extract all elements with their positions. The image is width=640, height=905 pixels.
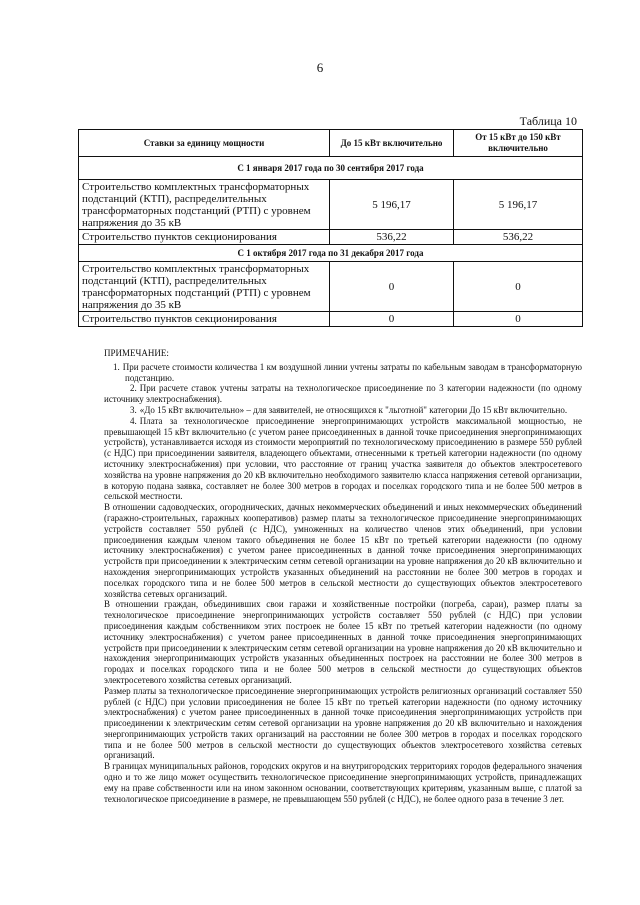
value-cell: 0	[454, 262, 583, 312]
notes-heading: ПРИМЕЧАНИЕ:	[104, 348, 169, 358]
note-text: Плата за технологическое присоединение энергопринимающих устройств максимальной мощностью, не превышающей 15 кВт включительно (с учетом ранее присоединенных в данной точке присоединения энергопринимающих устройств), устанавливается исходя из стоимости мероприятий по технологическому присоединению в размере 550 рублей (с НДС) при присоединении заявителя, владеющего объектами, отнесенными к третьей категории надежности (по одному источнику электроснабжения) при условии, что расстояние от границ участка заявителя до объектов электросетевого хозяйства на уровне напряжения до 20 кВ включительно необходимого заявителю класса напряжения сетевой организации, в которую подана заявка, составляет не более 300 метров в городах и поселках городского типа и не более 500 метров в сельской местности.	[104, 415, 582, 502]
service-cell: Строительство пунктов секционирования	[79, 312, 330, 327]
note-paragraph-boundaries: В границах муниципальных районов, городских округов и на внутригородских территориях городов федерального значения одно и то же лицо может осуществить технологическое присоединение энергопринимающих устройств, принадлежащих ему на праве собственности или на ином законном основании, соответствующих критериям, указанным выше, с платой за технологическое присоединение в размере, не превышающем 550 рублей (с НДС), не более одного раза в течение 3 лет.	[104, 761, 582, 804]
rates-table	[78, 129, 583, 327]
table-row	[79, 312, 583, 327]
service-cell: Строительство комплектных трансформаторных подстанций (КТП), распределительных трансформаторных подстанций (РТП) с уровнем напряжения до 35 кВ	[79, 262, 330, 312]
note-4	[104, 416, 582, 502]
notes-section	[104, 348, 582, 804]
note-2	[104, 383, 582, 405]
service-cell: Строительство комплектных трансформаторных подстанций (КТП), распределительных трансформаторных подстанций (РТП) с уровнем напряжения до 35 кВ	[79, 180, 330, 230]
note-1	[104, 362, 582, 384]
header-rate: Ставки за единицу мощности	[79, 130, 330, 157]
header-15-to-150kw: От 15 кВт до 150 кВт включительно	[454, 130, 583, 157]
note-number: 4.	[130, 415, 137, 426]
header-up-to-15kw: До 15 кВт включительно	[330, 130, 454, 157]
period-row	[79, 245, 583, 262]
value-cell: 5 196,17	[330, 180, 454, 230]
note-number: 1.	[113, 361, 120, 372]
value-cell: 0	[454, 312, 583, 327]
note-number: 2.	[130, 383, 137, 394]
table-row	[79, 262, 583, 312]
table-header-row	[79, 130, 583, 157]
table-row	[79, 180, 583, 230]
value-cell: 0	[330, 262, 454, 312]
value-cell: 536,22	[330, 230, 454, 245]
service-cell: Строительство пунктов секционирования	[79, 230, 330, 245]
note-paragraph-gardening: В отношении садоводческих, огороднических, дачных некоммерческих объединений и иных некоммерческих объединений (гаражно-строительных, гаражных кооперативов) размер платы за технологическое присоединение энергопринимающих устройств составляет 550 рублей (с НДС), умноженных на количество членов этих объединений, при условии присоединения каждым членом такого объединения не более 15 кВт по третьей категории надежности (по одному источнику электроснабжения) с учетом ранее присоединенных в данной точке присоединения энергопринимающих устройств при присоединении к электрическим сетям сетевой организации на уровне напряжения до 20 кВ включительно и нахождения энергопринимающих устройств указанных объединений на расстоянии не более 300 метров в городах и поселках городского типа и не более 500 метров в сельской местности до существующих объектов электросетевого хозяйства сетевых организаций.	[104, 502, 582, 599]
value-cell: 0	[330, 312, 454, 327]
value-cell: 5 196,17	[454, 180, 583, 230]
page-number: 6	[316, 60, 324, 75]
note-paragraph-religious: Размер платы за технологическое присоединение энергопринимающих устройств религиозных организаций составляет 550 рублей (с НДС) при условии присоединения не более 15 кВт по третьей категории надежности (по одному источнику электроснабжения) с учетом ранее присоединенных в данной точке присоединения энергопринимающих устройств при присоединении к электрическим сетям сетевой организации на уровне напряжения до 20 кВ включительно и нахождения энергопринимающих устройств таких организаций на расстоянии не более 300 метров в городах и поселках городского типа и не более 500 метров в сельской местности до существующих объектов электросетевого хозяйства сетевых организаций.	[104, 685, 582, 761]
note-number: 3.	[130, 404, 137, 415]
note-text: «До 15 кВт включительно» – для заявителей, не относящихся к "льготной" категории До 15 кВт включительно.	[139, 404, 568, 415]
value-cell: 536,22	[454, 230, 583, 245]
table-caption: Таблица 10	[519, 114, 577, 128]
period-label: С 1 января 2017 года по 30 сентября 2017 года	[79, 157, 583, 180]
note-3	[104, 405, 582, 416]
note-paragraph-garages: В отношении граждан, объединивших свои гаражи и хозяйственные постройки (погреба, сараи), размер платы за технологическое присоединение энергопринимающих устройств составляет 550 рублей (с НДС) при условии присоединения каждым собственником этих построек не более 15 кВт по третьей категории надежности (по одному источнику электроснабжения) с учетом ранее присоединенных в данной точке присоединения энергопринимающих устройств при присоединении к электрическим сетям сетевой организации на уровне напряжения до 20 кВ включительно и нахождения энергопринимающих устройств указанных объединенных построек на расстоянии не более 300 метров в городах и поселках городского типа и не более 500 метров в сельской местности до существующих объектов электросетевого хозяйства сетевых организаций.	[104, 599, 582, 685]
table-row	[79, 230, 583, 245]
period-row	[79, 157, 583, 180]
period-label: С 1 октября 2017 года по 31 декабря 2017 года	[79, 245, 583, 262]
note-text: При расчете ставок учтены затраты на технологическое присоединение по 3 категории надежности (по одному источнику электроснабжения).	[104, 383, 582, 405]
note-text: При расчете стоимости количества 1 км воздушной линии учтены затраты по кабельным заводам в трансформаторную подстанцию.	[122, 361, 582, 383]
